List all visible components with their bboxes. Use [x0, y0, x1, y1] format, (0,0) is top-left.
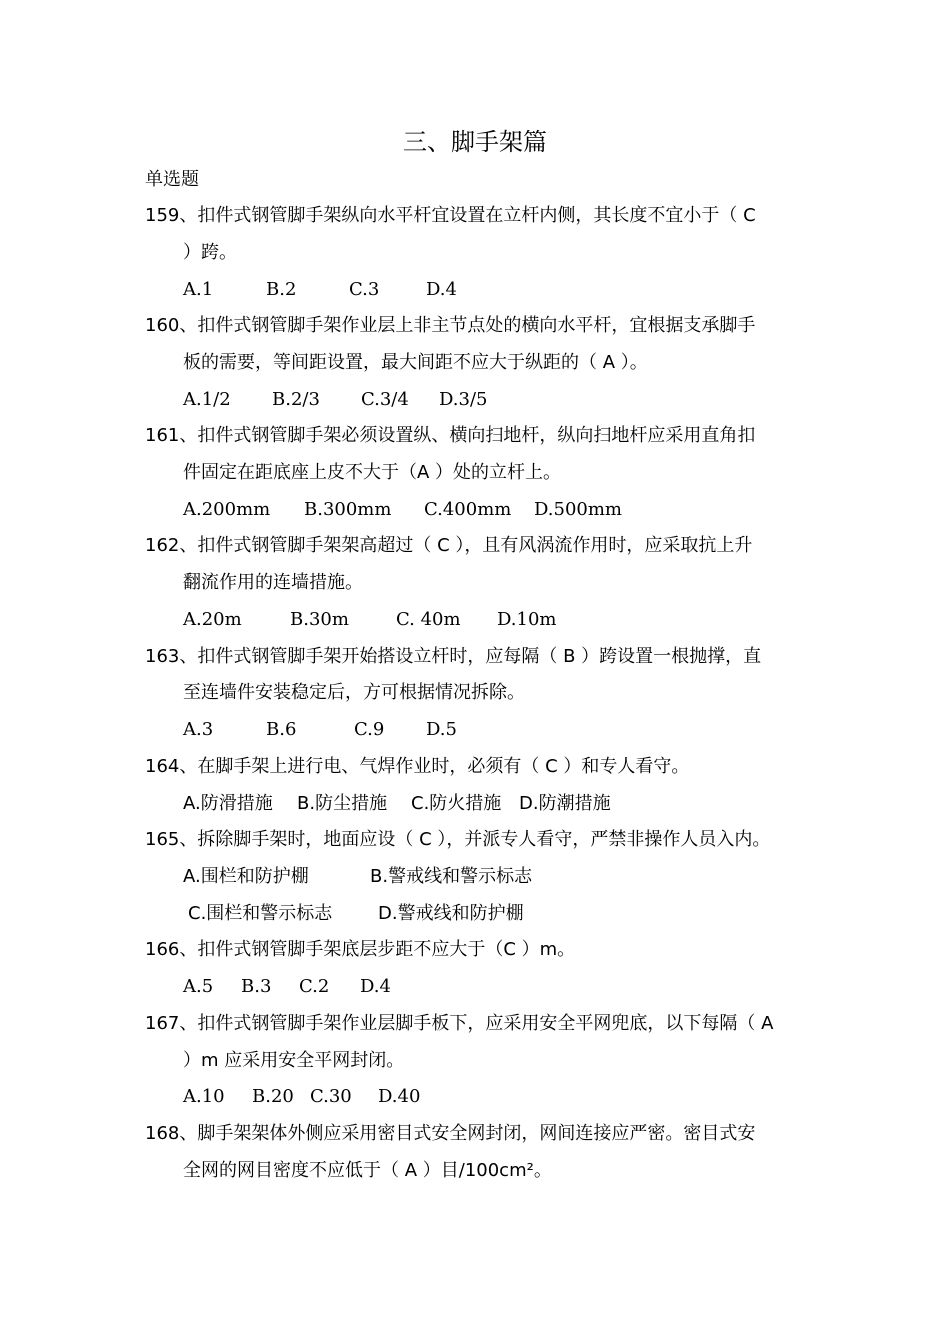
option-c: C. 40m [396, 609, 461, 630]
option-b: B.防尘措施 [297, 793, 388, 814]
option-c: C.30 [310, 1086, 352, 1107]
option-b: B.2/3 [272, 389, 320, 410]
question-159-line1: 159、扣件式钢管脚手架纵向水平杆宜设置在立杆内侧，其长度不宜小于（ C [145, 205, 756, 226]
option-d: D.警戒线和防护棚 [378, 903, 524, 924]
option-b: B.2 [266, 279, 297, 300]
option-d: D.3/5 [439, 389, 488, 410]
option-c: C.防火措施 [411, 793, 502, 814]
option-a: A.围栏和防护棚 [183, 866, 309, 887]
option-b: B.300mm [304, 499, 392, 520]
option-d: D.10m [497, 609, 557, 630]
option-a: A.防滑措施 [183, 793, 273, 814]
option-c: C.围栏和警示标志 [188, 903, 333, 924]
option-d: D.防潮措施 [519, 793, 611, 814]
option-b: B.30m [290, 609, 349, 630]
question-159-line2: ）跨。 [183, 242, 237, 263]
question-167-line1: 167、扣件式钢管脚手架作业层脚手板下，应采用安全平网兜底，以下每隔（ A [145, 1013, 774, 1034]
option-b: B.3 [241, 976, 272, 997]
option-a: A.1 [183, 279, 214, 300]
option-a: A.5 [183, 976, 214, 997]
question-163-line1: 163、扣件式钢管脚手架开始搭设立杆时，应每隔（ B ）跨设置一根抛撑，直 [145, 646, 762, 667]
option-a: A.3 [183, 719, 214, 740]
option-d: D.4 [360, 976, 391, 997]
question-168-line2: 全网的网目密度不应低于（ A ）目/100cm²。 [183, 1160, 552, 1181]
question-166-line1: 166、扣件式钢管脚手架底层步距不应大于（C ）m。 [145, 939, 576, 960]
question-162-line2: 翻流作用的连墙措施。 [183, 572, 363, 593]
option-d: D.500mm [534, 499, 623, 520]
option-b: B.20 [252, 1086, 294, 1107]
option-d: D.5 [426, 719, 457, 740]
option-c: C.400mm [424, 499, 512, 520]
option-a: A.200mm [183, 499, 271, 520]
question-161-line2: 件固定在距底座上皮不大于（A ）处的立杆上。 [183, 462, 562, 483]
question-164-line1: 164、在脚手架上进行电、气焊作业时，必须有（ C ）和专人看守。 [145, 756, 690, 777]
question-163-line2: 至连墙件安装稳定后，方可根据情况拆除。 [183, 682, 525, 703]
option-c: C.3 [349, 279, 380, 300]
option-d: D.4 [426, 279, 457, 300]
option-c: C.2 [299, 976, 330, 997]
option-a: A.10 [183, 1086, 225, 1107]
option-c: C.9 [354, 719, 385, 740]
question-160-line2: 板的需要，等间距设置，最大间距不应大于纵距的（ A ）。 [183, 352, 648, 373]
option-d: D.40 [378, 1086, 421, 1107]
section-label: 单选题 [145, 169, 199, 190]
question-160-line1: 160、扣件式钢管脚手架作业层上非主节点处的横向水平杆，宜根据支承脚手 [145, 315, 756, 336]
question-167-line2: ）m 应采用安全平网封闭。 [183, 1050, 405, 1071]
option-b: B.6 [266, 719, 297, 740]
question-168-line1: 168、脚手架架体外侧应采用密目式安全网封闭，网间连接应严密。密目式安 [145, 1123, 756, 1144]
option-a: A.1/2 [183, 389, 231, 410]
option-b: B.警戒线和警示标志 [370, 866, 533, 887]
question-161-line1: 161、扣件式钢管脚手架必须设置纵、横向扫地杆，纵向扫地杆应采用直角扣 [145, 425, 756, 446]
option-c: C.3/4 [361, 389, 409, 410]
page-title: 三、脚手架篇 [403, 128, 547, 156]
question-165-line1: 165、拆除脚手架时，地面应设（ C ），并派专人看守，严禁非操作人员入内。 [145, 829, 771, 850]
question-162-line1: 162、扣件式钢管脚手架架高超过（ C ），且有风涡流作用时，应采取抗上升 [145, 535, 753, 556]
option-a: A.20m [183, 609, 242, 630]
